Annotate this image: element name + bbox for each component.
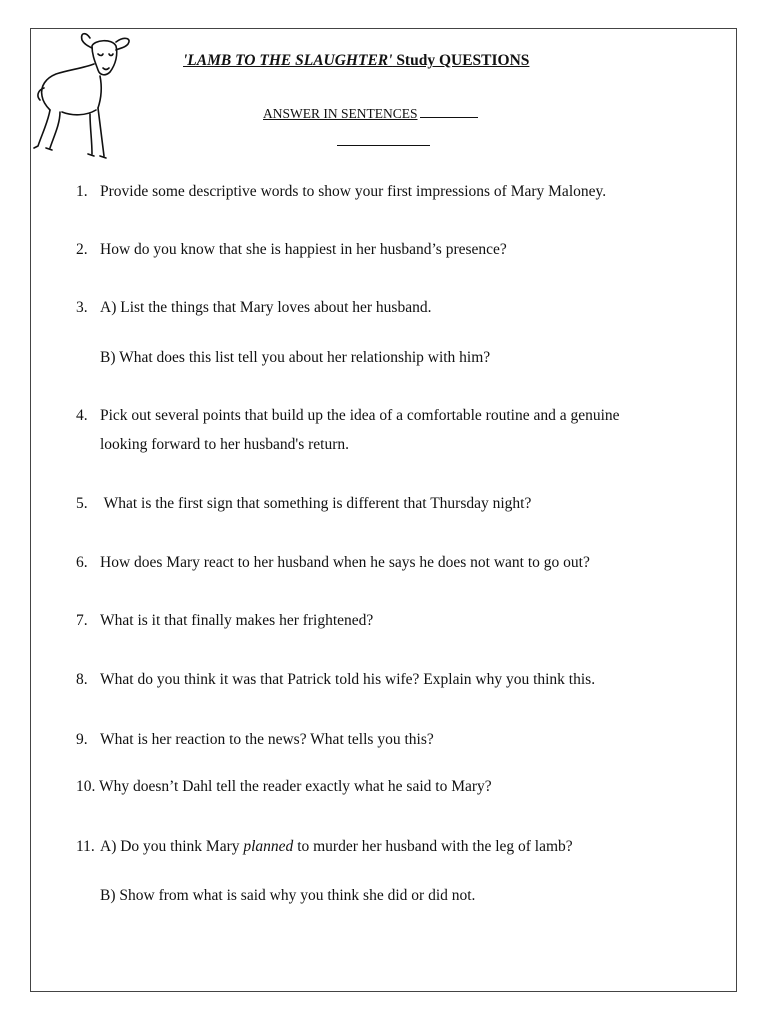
question-number: 8. <box>76 671 88 688</box>
question-7 <box>76 606 373 636</box>
question-3 <box>76 293 431 323</box>
question-5 <box>76 489 531 519</box>
title-story-name: 'LAMB TO THE SLAUGHTER' <box>183 52 393 69</box>
question-6 <box>76 548 590 578</box>
question-number: 3. <box>76 299 88 316</box>
answer-rule <box>337 145 430 146</box>
question-3-part-b: B) What does this list tell you about her relationship with him? <box>100 349 491 366</box>
question-11 <box>76 832 573 862</box>
question-text: Provide some descriptive words to show your first impressions of Mary Maloney. <box>100 183 607 200</box>
question-text: What do you think it was that Patrick told his wife? Explain why you think this. <box>100 671 596 688</box>
question-text: How does Mary react to her husband when he says he does not want to go out? <box>100 554 590 571</box>
question-number: 5. <box>76 495 88 512</box>
question-4-continued: looking forward to her husband's return. <box>100 436 350 453</box>
lamb-illustration <box>32 30 136 162</box>
question-text: What is the first sign that something is different that Thursday night? <box>100 495 532 512</box>
page-subtitle <box>263 106 478 122</box>
question-number: 10. <box>76 778 96 795</box>
question-text: Pick out several points that build up the idea of a comfortable routine and a genuine <box>100 407 620 424</box>
question-number: 7. <box>76 612 88 629</box>
question-4 <box>76 401 620 431</box>
question-text: How do you know that she is happiest in her husband’s presence? <box>100 241 507 258</box>
question-text: A) List the things that Mary loves about her husband. <box>100 299 432 316</box>
question-2 <box>76 235 507 265</box>
question-number: 11. <box>76 838 95 855</box>
question-number: 9. <box>76 731 88 748</box>
question-text-before: A) Do you think Mary <box>100 838 244 855</box>
question-10 <box>76 772 492 802</box>
question-1 <box>76 177 606 207</box>
question-text: Why doesn’t Dahl tell the reader exactly what he said to Mary? <box>98 778 492 795</box>
question-text-emphasis: planned <box>243 838 294 855</box>
question-text: What is her reaction to the news? What tells you this? <box>100 731 434 748</box>
question-number: 1. <box>76 183 88 200</box>
title-rest: Study QUESTIONS <box>392 52 530 69</box>
question-11-part-b: B) Show from what is said why you think she did or did not. <box>100 887 476 904</box>
page-title <box>183 52 529 70</box>
question-text: What is it that finally makes her frightened? <box>100 612 374 629</box>
question-number: 2. <box>76 241 88 258</box>
question-8 <box>76 665 595 695</box>
question-text-after: to murder her husband with the leg of lamb? <box>293 838 573 855</box>
subtitle-underline <box>420 116 478 118</box>
question-number: 4. <box>76 407 88 424</box>
subtitle-text: ANSWER IN SENTENCES <box>263 106 418 121</box>
question-9 <box>76 725 434 755</box>
question-number: 6. <box>76 554 88 571</box>
